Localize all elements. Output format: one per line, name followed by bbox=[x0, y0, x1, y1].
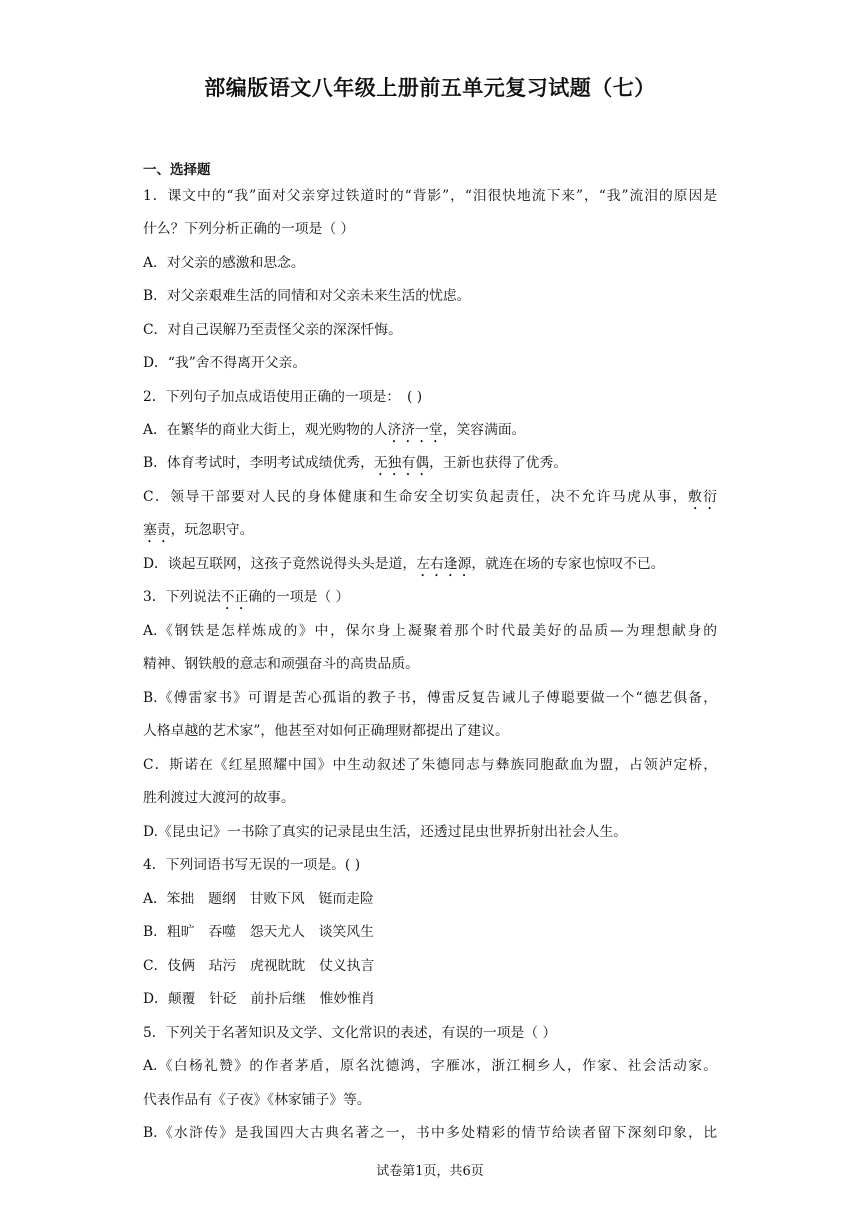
q4-option-d: D．颠覆 针砭 前扑后继 惟妙惟肖 bbox=[143, 991, 375, 1007]
q1-option-b: B．对父亲艰难生活的同情和对父亲未来生活的忧虑。 bbox=[143, 288, 471, 304]
q2-stem: 2．下列句子加点成语使用正确的一项是： ( ) bbox=[143, 389, 423, 405]
q2-a-text: A．在繁华的商业大街上，观光购物的人 bbox=[143, 422, 388, 438]
q3-option-b-line2: 人格卓越的艺术家”，他甚至对如何正确理财都提出了建议。 bbox=[143, 723, 509, 739]
q5-option-b-line1: B.《水浒传》是我国四大古典名著之一，书中多处精彩的情节给读者留下深刻印象，比 bbox=[143, 1125, 717, 1141]
q4-option-a: A．笨拙 题纲 甘败下风 铤而走险 bbox=[143, 891, 374, 907]
q2-b-dotted-idiom: 无独有偶 bbox=[373, 455, 430, 471]
q2-option-c-line1 bbox=[143, 487, 717, 513]
q2-option-d bbox=[143, 554, 717, 580]
q3-option-b-line1: B.《傅雷家书》可谓是苦心孤诣的教子书，傅雷反复告诫儿子傅聪要做一个“德艺俱备， bbox=[143, 690, 717, 706]
q4-option-c: C．伎俩 玷污 虎视眈眈 仗义执言 bbox=[143, 958, 375, 974]
section-heading: 一、选择题 bbox=[143, 162, 211, 178]
q2-d-dotted-idiom: 左右逢源 bbox=[416, 556, 472, 572]
q5-option-a-line2: 代表作品有《子夜》《林家铺子》等。 bbox=[143, 1092, 371, 1108]
q2-a-text-end: ，笑容满面。 bbox=[442, 422, 526, 438]
q2-option-c-line2 bbox=[143, 520, 717, 546]
q2-b-text: B．体育考试时，李明考试成绩优秀， bbox=[143, 455, 374, 471]
q1-stem-line2: 什么？下列分析正确的一项是（ ） bbox=[143, 221, 355, 237]
q4-option-b: B．粗旷 吞噬 怨天尤人 谈笑风生 bbox=[143, 924, 374, 940]
q3-stem-dotted: 不正 bbox=[220, 589, 249, 605]
q3-stem-text-end: 确的一项是（ ） bbox=[248, 589, 350, 605]
q4-stem: 4．下列词语书写无误的一项是。( ) bbox=[143, 857, 361, 873]
q2-d-text-end: ，就连在场的专家也惊叹不已。 bbox=[471, 556, 665, 572]
q3-option-c-line2: 胜利渡过大渡河的故事。 bbox=[143, 790, 295, 806]
q2-c-text-end: ，玩忽职守。 bbox=[170, 522, 254, 538]
q2-d-text: D．谈起互联网，这孩子竟然说得头头是道， bbox=[143, 556, 417, 572]
q2-c-text: C．领导干部要对人民的身体健康和生命安全切实负起责任，决不允许马虎从事， bbox=[143, 489, 688, 505]
q2-c-dotted-idiom: 敷衍 bbox=[687, 489, 717, 505]
q2-c-dotted-idiom-end: 塞责 bbox=[143, 522, 171, 538]
page-footer: 试卷第1页，共6页 bbox=[376, 1164, 484, 1179]
q3-option-d: D.《昆虫记》一书除了真实的记录昆虫生活，还透过昆虫世界折射出社会人生。 bbox=[143, 824, 628, 840]
q5-stem: 5．下列关于名著知识及文学、文化常识的表述，有误的一项是（ ） bbox=[143, 1025, 557, 1041]
q1-stem-line1: 1．课文中的“我”面对父亲穿过铁道时的“背影”，“泪很快地流下来”，“我”流泪的原因是 bbox=[143, 188, 717, 204]
q3-option-a-line2: 精神、钢铁般的意志和顽强奋斗的高贵品质。 bbox=[143, 656, 419, 672]
q2-option-b bbox=[143, 453, 717, 479]
q1-option-c: C．对自己误解乃至责怪父亲的深深忏悔。 bbox=[143, 322, 402, 338]
q3-stem-text: 3．下列说法 bbox=[143, 589, 221, 605]
q2-a-dotted-idiom: 济济一堂 bbox=[387, 422, 443, 438]
q3-option-c-line1: C．斯诺在《红星照耀中国》中生动叙述了朱德同志与彝族同胞歃血为盟，占领泸定桥， bbox=[143, 757, 717, 773]
q2-option-a bbox=[143, 420, 717, 446]
q3-option-a-line1: A.《钢铁是怎样炼成的》中，保尔身上凝聚着那个时代最美好的品质—为理想献身的 bbox=[143, 623, 717, 639]
q3-stem bbox=[143, 587, 717, 613]
q1-option-a: A．对父亲的感激和思念。 bbox=[143, 255, 305, 271]
page-title: 部编版语文八年级上册前五单元复习试题（七） bbox=[204, 76, 656, 100]
q5-option-a-line1: A.《白杨礼赞》的作者茅盾，原名沈德鸿，字雁冰，浙江桐乡人，作家、社会活动家。 bbox=[143, 1058, 717, 1074]
q1-option-d: D．“我”舍不得离开父亲。 bbox=[143, 355, 307, 371]
q2-b-text-end: ，王新也获得了优秀。 bbox=[429, 455, 568, 471]
